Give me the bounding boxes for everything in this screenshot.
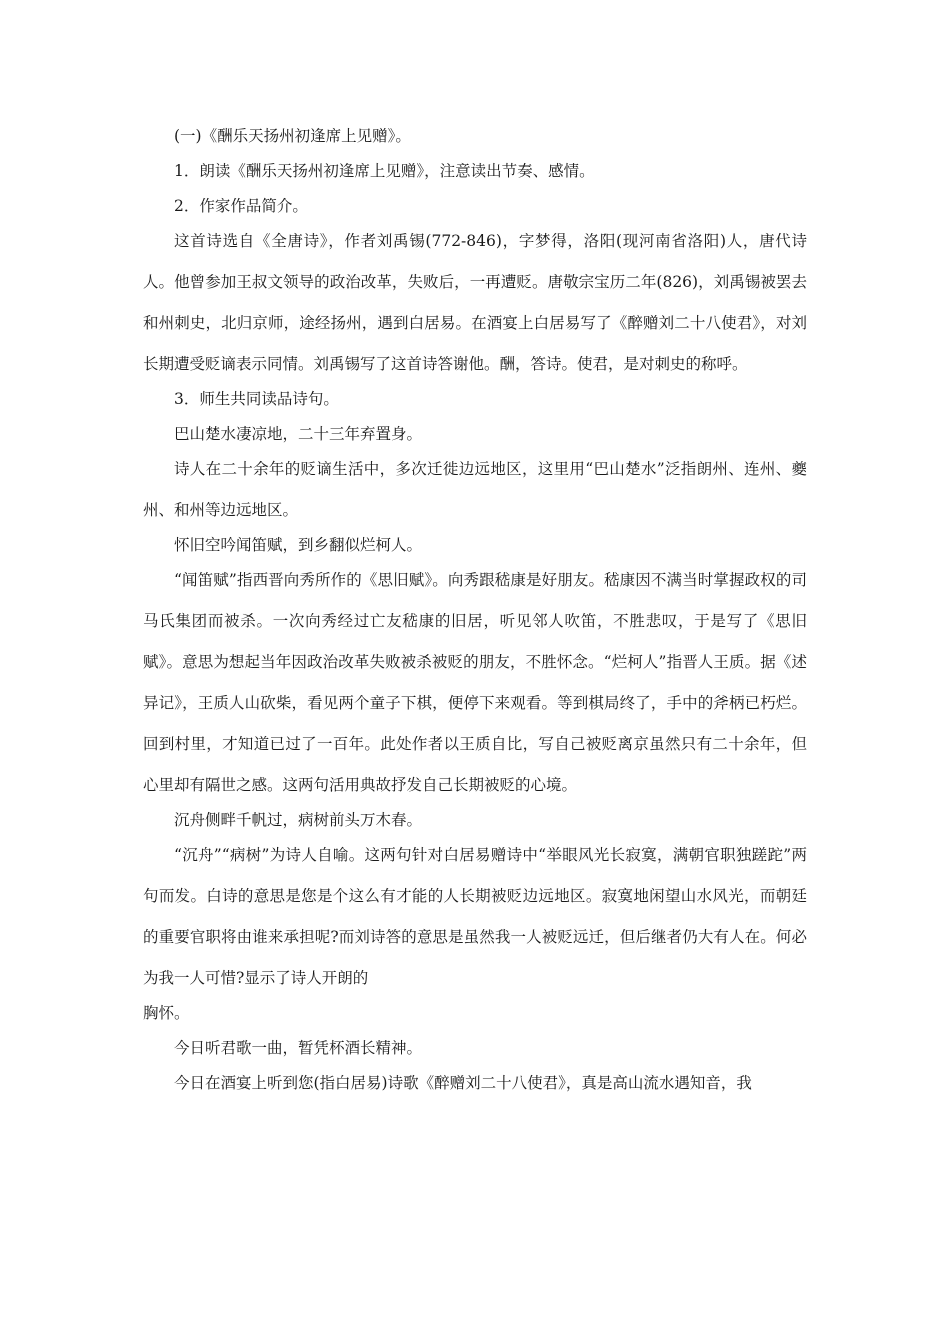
poem-line-1-explanation: 诗人在二十余年的贬谪生活中，多次迁徙边远地区，这里用“巴山楚水”泛指朗州、连州、夔州、和州等边远地区。	[143, 460, 807, 519]
poem-line-4-explanation: 今日在酒宴上听到您(指白居易)诗歌《醉赠刘二十八使君》，真是高山流水遇知音，我	[174, 1074, 752, 1092]
step-1: 1．朗读《酬乐天扬州初逢席上见赠》，注意读出节奏、感情。	[174, 162, 595, 180]
step-2: 2．作家作品简介。	[174, 197, 308, 215]
section-heading: (一)《酬乐天扬州初逢席上见赠》。	[174, 127, 411, 145]
poem-line-3-explanation: “沉舟”“病树”为诗人自喻。这两句针对白居易赠诗中“举眼风光长寂寞，满朝官职独蹉跎”两句而发。白诗的意思是您是个这么有才能的人长期被贬边远地区。寂寞地闲望山水风光，而朝廷的重要官职将由谁来承担呢?而刘诗答的意思是虽然我一人被贬远迁，但后继者仍大有人在。何必为我一人可惜?显示了诗人开朗的	[143, 846, 807, 987]
poem-line-2-explanation: “闻笛赋”指西晋向秀所作的《思旧赋》。向秀跟嵇康是好朋友。嵇康因不满当时掌握政权的司马氏集团而被杀。一次向秀经过亡友嵇康的旧居，听见邻人吹笛，不胜悲叹，于是写了《思旧赋》。意思为想起当年因政治改革失败被杀被贬的朋友，不胜怀念。“烂柯人”指晋人王质。据《述异记》，王质人山砍柴，看见两个童子下棋，便停下来观看。等到棋局终了，手中的斧柄已朽烂。回到村里，才知道已过了一百年。此处作者以王质自比，写自己被贬离京虽然只有二十余年，但心里却有隔世之感。这两句活用典故抒发自己长期被贬的心境。	[143, 571, 807, 794]
poem-line-3: 沉舟侧畔千帆过，病树前头万木春。	[174, 811, 423, 829]
poem-line-4: 今日听君歌一曲，暂凭杯酒长精神。	[174, 1039, 423, 1057]
step-3: 3．师生共同读品诗句。	[174, 390, 339, 408]
poem-line-3-explanation-end: 胸怀。	[143, 1004, 190, 1022]
author-intro: 这首诗选自《全唐诗》，作者刘禹锡(772-846)，字梦得，洛阳(现河南省洛阳)人，唐代诗人。他曾参加王叔文领导的政治改革，失败后，一再遭贬。唐敬宗宝历二年(826)，刘禹锡被罢去和州刺史，北归京师，途经扬州，遇到白居易。在酒宴上白居易写了《醉赠刘二十八使君》，对刘长期遭受贬谪表示同情。刘禹锡写了这首诗答谢他。酬，答诗。使君，是对刺史的称呼。	[143, 232, 807, 373]
document-body	[143, 124, 807, 1106]
poem-line-1: 巴山楚水凄凉地，二十三年弃置身。	[174, 425, 423, 443]
poem-line-2: 怀旧空吟闻笛赋，到乡翻似烂柯人。	[174, 536, 423, 554]
